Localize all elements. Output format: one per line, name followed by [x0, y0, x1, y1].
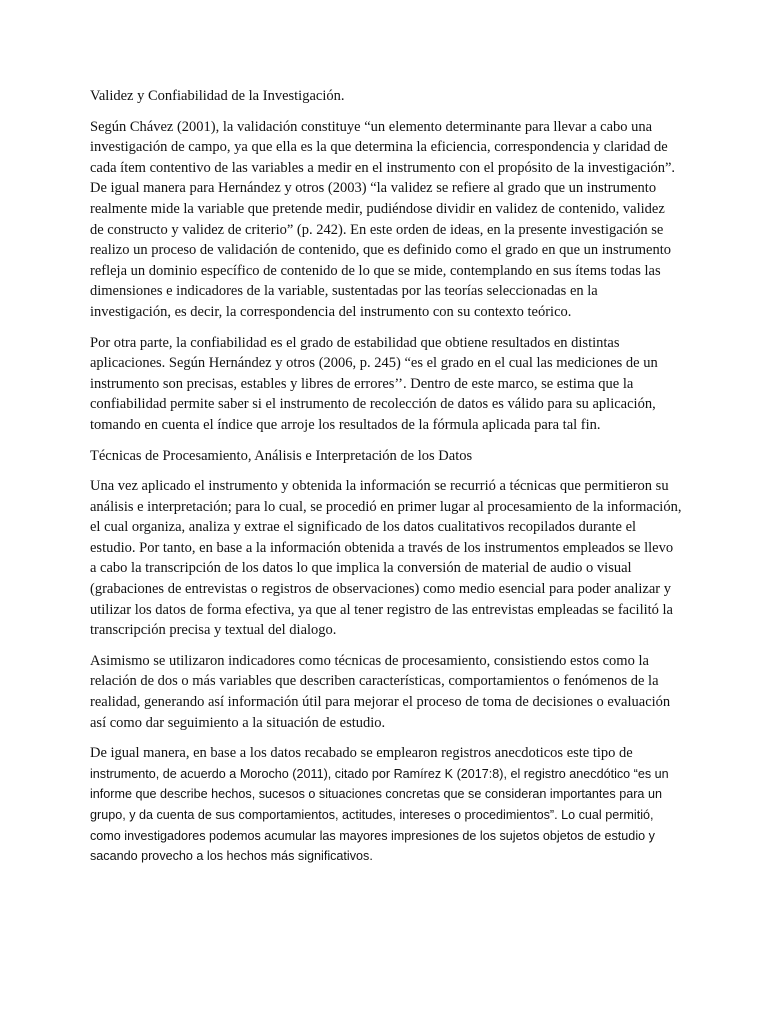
paragraph-confiabilidad: Por otra parte, la confiabilidad es el grado de estabilidad que obtiene resultados en distintas aplicaciones. Según Hernández y otros (2006, p. 245) “es el grado en el cual las mediciones de un instrumento son precisas, estables y libres de errores’’. Dentro de este marco, se estima que la confiabilidad permite saber si el instrumento de recolección de datos es válido para su aplicación, tomando en cuenta el índice que arroje los resultados de la fórmula aplicada para tal fin.	[90, 334, 658, 433]
paragraph-registros-rest: instrumento, de acuerdo a Morocho (2011), citado por Ramírez K (2017:8), el registro anecdótico “es un informe que describe hechos, sucesos o situaciones concretas que se consideran importantes para un grupo, y da cuenta de sus comportamientos, actitudes, intereses o procedimientos”. Lo cual permitió, como investigadores podemos acumular las mayores impresiones de los sujetos objetos de estudio y sacando provecho a los hechos más significativos.	[90, 766, 669, 864]
section-heading-validez: Validez y Confiabilidad de la Investigación.	[90, 88, 345, 104]
paragraph-registros-lead: De igual manera, en base a los datos recabado se emplearon registros anecdoticos este tipo de	[90, 745, 633, 762]
paragraph-validacion: Según Chávez (2001), la validación constituye “un elemento determinante para llevar a cabo una investigación de campo, ya que ella es la que determina la eficiencia, correspondencia y claridad de cada ítem contentivo de las variables a medir en el instrumento con el propósito de la investigación”. De igual manera para Hernández y otros (2003) “la validez se refiere al grado que un instrumento realmente mide la variable que pretende medir, pudiéndose dividir en validez de contenido, validez de constructo y validez de criterio” (p. 242). En este orden de ideas, en la presente investigación se realizo un proceso de validación de contenido, que es definido como el grado en que un instrumento refleja un dominio específico de contenido de lo que se mide, contemplando en sus ítems todas las dimensiones e indicadores de la variable, sustentadas por las teorías seleccionadas en la investigación, es decir, la correspondencia del instrumento con su contexto teórico.	[90, 118, 676, 320]
paragraph-indicadores: Asimismo se utilizaron indicadores como técnicas de procesamiento, consistiendo estos como la relación de dos o más variables que describen características, comportamientos o fenómenos de la realidad, generando así información útil para mejorar el proceso de toma de decisiones o evaluación así como dar seguimiento a la situación de estudio.	[90, 652, 671, 731]
paragraph-registros-anecdoticos	[90, 743, 682, 867]
paragraph-procesamiento: Una vez aplicado el instrumento y obtenida la información se recurrió a técnicas que permitieron su análisis e interpretación; para lo cual, se procedió en primer lugar al procesamiento de la información, el cual organiza, analiza y extrae el significado de los datos cualitativos recopilados durante el estudio. Por tanto, en base a la información obtenida a través de los instrumentos empleados se llevo a cabo la transcripción de los datos lo que implica la conversión de material de audio o visual (grabaciones de entrevistas o registros de observaciones) como medio esencial para poder analizar y utilizar los datos de forma efectiva, ya que al tener registro de las entrevistas empleadas se facilitó la transcripción precisa y textual del dialogo.	[90, 478, 682, 639]
section-heading-tecnicas: Técnicas de Procesamiento, Análisis e Interpretación de los Datos	[90, 447, 473, 464]
document-page	[90, 86, 682, 877]
